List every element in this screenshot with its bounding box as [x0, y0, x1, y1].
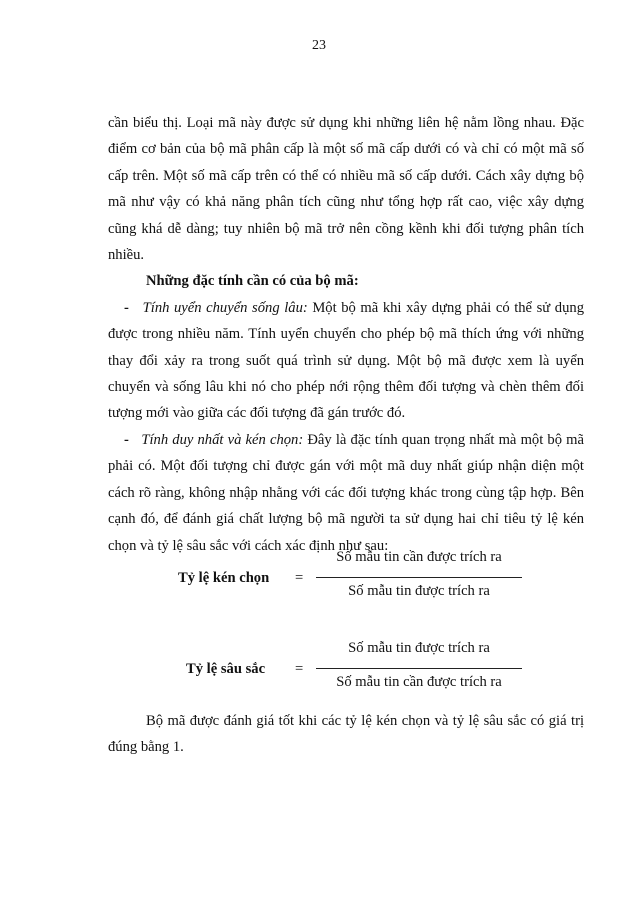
formula-label: Tỷ lệ kén chọn	[178, 570, 270, 586]
bullet-uniqueness	[108, 427, 584, 559]
bullet-flexibility	[108, 295, 584, 427]
formula-numerator: Số mẫu tin được trích ra	[348, 640, 490, 656]
page-number: 23	[312, 38, 326, 53]
bullet-lead-term: Tính uyển chuyển sống lâu:	[142, 299, 308, 316]
closing-text	[108, 708, 584, 761]
formula-depth-ratio	[0, 640, 638, 700]
formula-denominator: Số mẫu tin được trích ra	[348, 583, 490, 599]
bullet-text: Đây là đặc tính quan trọng nhất mà một bộ mã phải có. Một đối tượng chỉ được gán với một mã duy nhất giúp nhận diện một cách rõ ràng, không nhập nhằng với các đối tượng khác trong cùng tập hợp. Bên cạnh đó, để đánh giá chất lượng bộ mã người ta sử dụng hai chỉ tiêu tỷ lệ kén chọn và tỷ lệ sâu sắc với cách xác định như sau:	[108, 431, 585, 554]
body-text	[108, 110, 584, 559]
formula-label: Tỷ lệ sâu sắc	[186, 661, 266, 677]
fraction-bar	[316, 668, 522, 669]
equals-sign: =	[295, 661, 304, 677]
bullet-dash: -	[124, 299, 129, 316]
fraction-bar	[316, 577, 522, 578]
paragraph-hierarchical-code: cần biểu thị. Loại mã này được sử dụng khi những liên hệ nằm lồng nhau. Đặc điểm cơ bản của bộ mã phân cấp là một số mã cấp dưới có và chỉ có một mã số cấp trên. Một số mã cấp trên có thể có nhiều mã số cấp dưới. Cách xây dựng bộ mã như vậy có khả năng phân tích cũng như tổng hợp rất cao, việc xây dựng cũng khá dễ dàng; tuy nhiên bộ mã trở nên cồng kềnh khi đối tượng phân tích nhiều.	[108, 115, 584, 264]
equals-sign: =	[295, 570, 304, 586]
section-heading: Những đặc tính cần có của bộ mã:	[146, 273, 359, 290]
bullet-text: Một bộ mã khi xây dựng phải có thể sử dụng được trong nhiều năm. Tính uyển chuyển cho phép bộ mã thích ứng với những thay đổi xảy ra trong suốt quá trình sử dụng. Một bộ mã được xem là uyển chuyển và sống lâu khi nó cho phép nới rộng thêm đối tượng và chèn thêm đối tượng mới vào giữa các đối tượng đã gán trước đó.	[108, 299, 584, 422]
formula-selectivity-ratio	[0, 549, 638, 609]
bullet-dash: -	[124, 431, 129, 448]
bullet-lead-term: Tính duy nhất và kén chọn:	[141, 431, 304, 448]
formula-numerator: Số mẫu tin cần được trích ra	[336, 549, 502, 565]
formula-denominator: Số mẫu tin cần được trích ra	[336, 674, 502, 690]
paragraph-closing: Bộ mã được đánh giá tốt khi các tỷ lệ kén chọn và tỷ lệ sâu sắc có giá trị đúng bằng 1.	[108, 713, 584, 756]
